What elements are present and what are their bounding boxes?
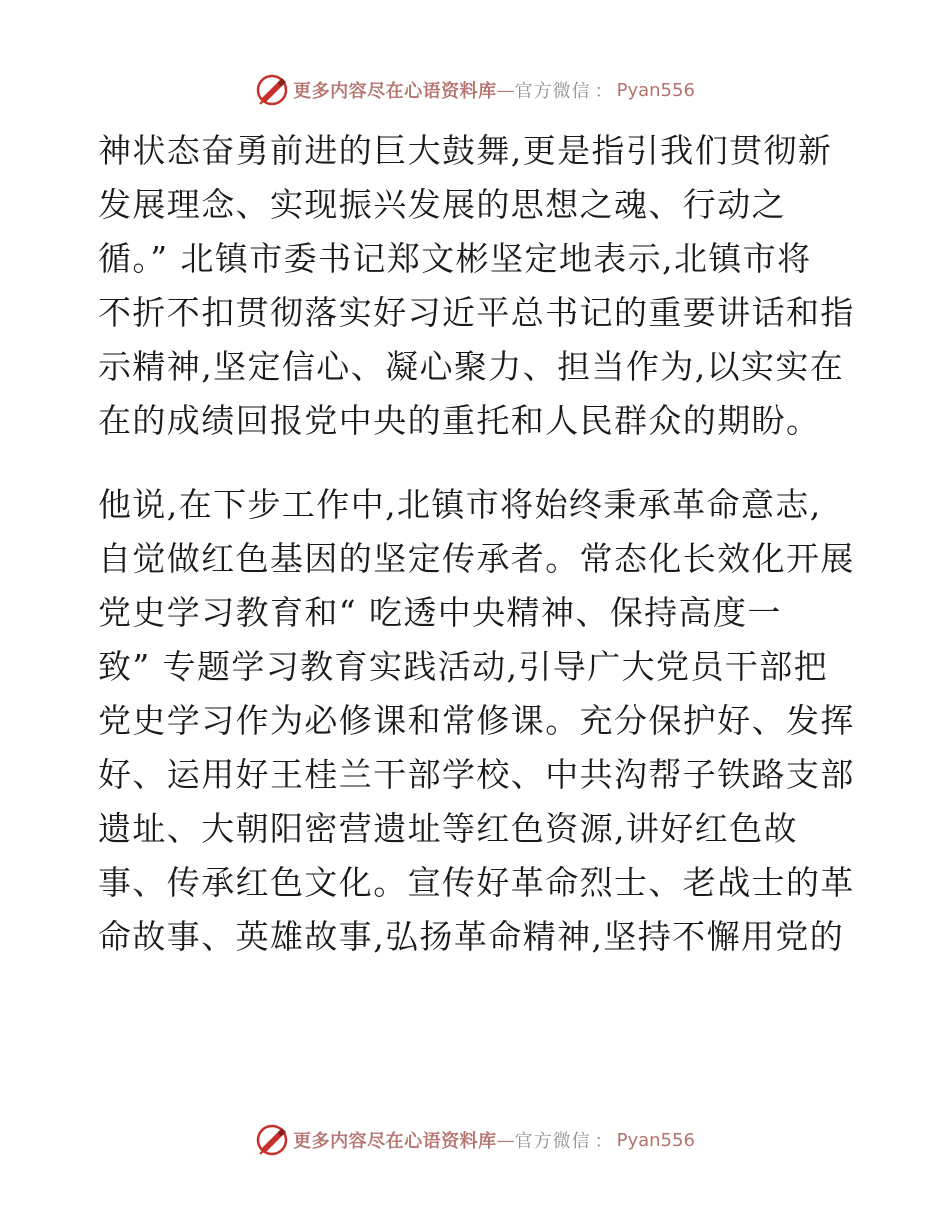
footer-wechat-label: 官方微信	[514, 1131, 591, 1152]
text-line: 党史学习作为必修课和常修课。充分保护好、发挥	[98, 701, 855, 740]
text-line: 不折不扣贯彻落实好习近平总书记的重要讲话和指	[98, 293, 855, 332]
document-body	[98, 124, 858, 964]
text-line: 循。” 北镇市委书记郑文彬坚定地表示,北镇市将	[98, 239, 812, 278]
text-line: 好、运用好王桂兰干部学校、中共沟帮子铁路支部	[98, 755, 855, 794]
header-main-text: 更多内容尽在心语资料库	[293, 81, 497, 102]
text-line: 事、传承红色文化。宣传好革命烈士、老战士的革	[98, 863, 855, 902]
header-wechat-id: Pyan556	[616, 79, 695, 101]
paragraph-2	[98, 478, 858, 964]
footer-dash: —	[496, 1129, 515, 1151]
text-line: 自觉做红色基因的坚定传承者。常态化长效化开展	[98, 539, 855, 578]
header-separator: ：	[594, 81, 613, 102]
footer-main-text: 更多内容尽在心语资料库	[293, 1131, 497, 1152]
text-line: 党史学习教育和“ 吃透中央精神、保持高度一	[98, 593, 782, 632]
paragraph-1	[98, 124, 858, 448]
text-line: 示精神,坚定信心、凝心聚力、担当作为,以实实在	[98, 347, 845, 386]
text-line: 致” 专题学习教育实践活动,引导广大党员干部把	[98, 647, 829, 686]
pen-logo-icon	[255, 73, 289, 107]
paragraph-gap	[98, 448, 858, 478]
pen-logo-icon	[255, 1123, 289, 1157]
footer-banner	[0, 1120, 950, 1160]
text-line: 他说,在下步工作中,北镇市将始终秉承革命意志,	[98, 485, 822, 524]
header-wechat-label: 官方微信	[514, 81, 591, 102]
text-line: 神状态奋勇前进的巨大鼓舞,更是指引我们贯彻新	[98, 131, 833, 170]
header-banner	[0, 70, 950, 110]
footer-separator: ：	[594, 1131, 613, 1152]
text-line: 发展理念、实现振兴发展的思想之魂、行动之	[98, 185, 786, 224]
header-dash: —	[496, 79, 515, 101]
text-line: 在的成绩回报党中央的重托和人民群众的期盼。	[98, 401, 821, 440]
text-line: 命故事、英雄故事,弘扬革命精神,坚持不懈用党的	[98, 917, 845, 956]
footer-wechat-id: Pyan556	[616, 1129, 695, 1151]
text-line: 遗址、大朝阳密营遗址等红色资源,讲好红色故	[98, 809, 798, 848]
